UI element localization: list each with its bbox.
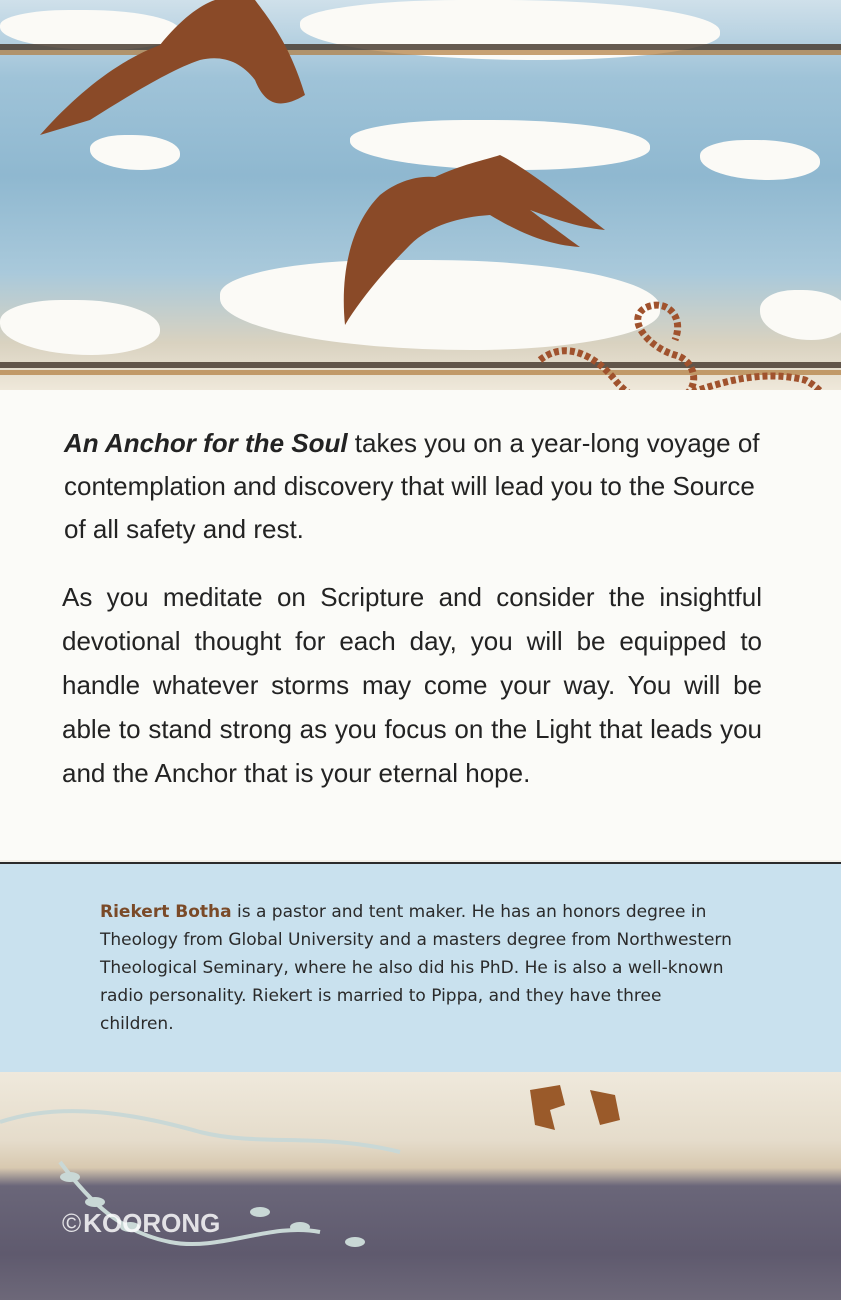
copyright-symbol: © xyxy=(62,1208,82,1238)
intro-text: takes you on a year-long voyage of contemplation and discovery that will lead you to the Source of all safety and rest. xyxy=(64,428,760,544)
watermark-text: KOORONG xyxy=(83,1208,221,1238)
rope-icon xyxy=(535,300,841,390)
bird-icon xyxy=(40,0,310,145)
koorong-watermark xyxy=(62,1208,220,1239)
author-bio xyxy=(100,898,740,1038)
book-title: An Anchor for the Soul xyxy=(64,428,348,458)
vine-icon xyxy=(0,1092,420,1272)
author-name: Riekert Botha xyxy=(100,902,232,922)
description-paragraph: As you meditate on Scripture and consider the insightful devotional thought for each day, you will be equipped to handle whatever storms may come your way. You will be able to stand strong as you focus on the Light that leads you and the Anchor that is your eternal hope. xyxy=(62,582,762,788)
top-decorative-band xyxy=(0,0,841,390)
bottom-decorative-band xyxy=(0,1072,841,1300)
intro-paragraph xyxy=(64,422,764,551)
rust-pattern-icon xyxy=(520,1080,640,1140)
author-bio-text: is a pastor and tent maker. He has an honors degree in Theology from Global University and a masters degree from Northwestern Theological Seminary, where he also did his PhD. He is also a well-known radio personality. Riekert is married to Pippa, and they have three children. xyxy=(100,902,732,1034)
